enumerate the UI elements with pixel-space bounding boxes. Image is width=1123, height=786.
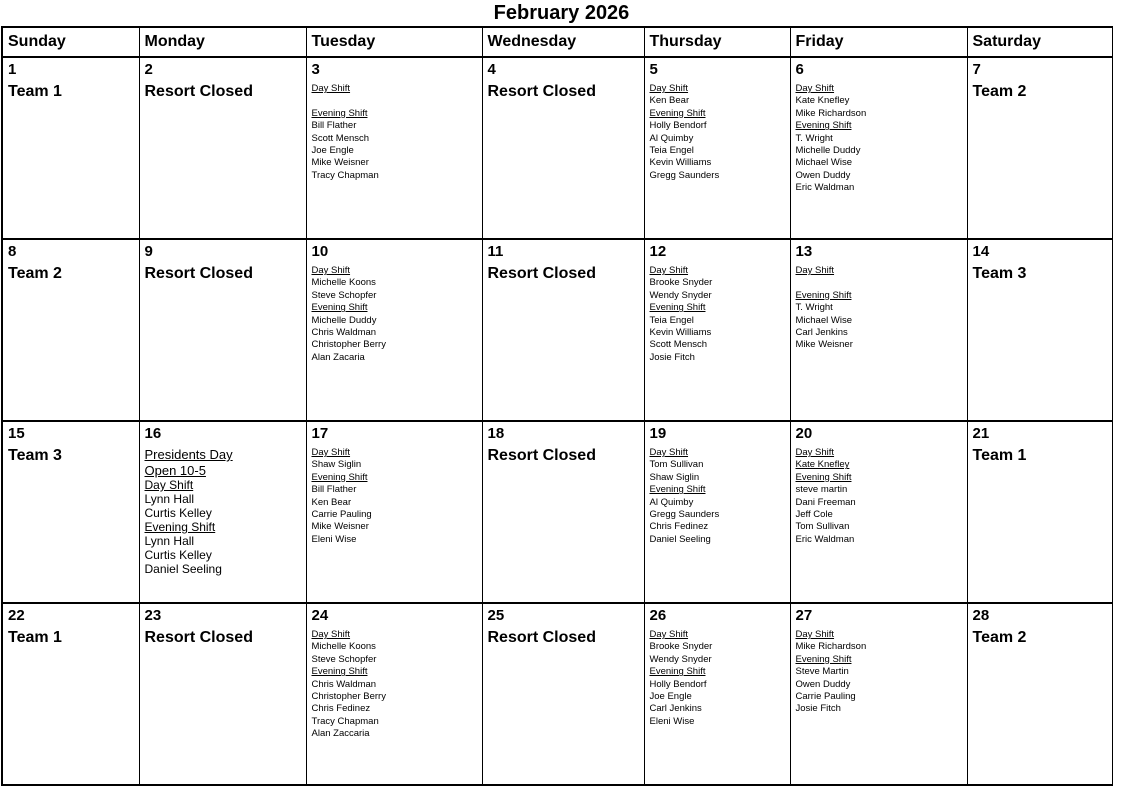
calendar-body [2, 57, 1112, 785]
day-cell[interactable] [306, 603, 482, 785]
day-cell[interactable] [967, 421, 1112, 603]
shift-staff-name: Scott Mensch [649, 339, 708, 351]
shift-block [312, 629, 478, 666]
shift-staff-name: Tracy Chapman [311, 715, 379, 727]
shift-staff-name: Teia Engel [649, 145, 694, 157]
day-cell-body [650, 79, 786, 182]
day-number: 22 [8, 607, 25, 624]
day-note: Resort Closed [144, 629, 253, 646]
day-cell[interactable] [790, 421, 967, 603]
shift-label: Day Shift [795, 265, 835, 276]
day-number: 14 [972, 243, 990, 260]
day-cell[interactable] [2, 603, 139, 785]
shift-label: Evening Shift [311, 107, 368, 119]
day-cell-body [488, 446, 640, 466]
shift-staff-name: Tom Sullivan [795, 521, 850, 533]
day-cell[interactable] [306, 421, 482, 603]
shift-staff-name: Christopher Berry [311, 339, 386, 351]
shift-staff-name: Chris Fedinez [311, 703, 371, 715]
shift-staff-name: Michelle Duddy [311, 314, 377, 326]
shift-staff-name: Gregg Saunders [649, 169, 720, 181]
day-cell-body [145, 628, 302, 648]
day-cell[interactable] [2, 421, 139, 603]
day-number: 7 [972, 61, 981, 78]
shift-staff-name: Kate Knefley [795, 459, 850, 471]
weekday-header-friday: Friday [790, 27, 967, 57]
shift-staff-name: steve martin [795, 484, 848, 496]
shift-staff-name: Tracy Chapman [311, 169, 379, 181]
shift-staff-name: Alan Zacaria [311, 351, 365, 363]
shift-label: Day Shift [311, 447, 351, 458]
shift-staff-name: Josie Fitch [649, 351, 695, 363]
day-cell-body [650, 261, 786, 364]
day-cell-body [796, 79, 963, 195]
shift-block [796, 629, 963, 654]
day-number: 21 [972, 425, 990, 442]
day-cell-body [973, 446, 1108, 466]
day-number: 9 [144, 243, 153, 260]
shift-label: Day Shift [649, 265, 689, 276]
shift-label: Evening Shift [311, 302, 368, 314]
day-cell-body [488, 82, 640, 102]
shift-staff-name: Shaw Siglin [649, 471, 700, 483]
weekday-header-thursday: Thursday [644, 27, 790, 57]
shift-empty-slot [796, 277, 963, 289]
day-cell[interactable] [790, 603, 967, 785]
day-note: Resort Closed [487, 447, 596, 464]
weekday-header-row [2, 27, 1112, 57]
shift-staff-name: Holly Bendorf [649, 678, 707, 690]
day-number: 1 [8, 61, 17, 78]
shift-block [650, 108, 786, 182]
shift-block [796, 290, 963, 352]
day-number: 11 [487, 243, 504, 260]
day-note: Team 2 [972, 83, 1027, 100]
day-cell-body [312, 261, 478, 364]
calendar-week-row [2, 603, 1112, 785]
day-cell-body [796, 625, 963, 716]
shift-empty-slot [312, 95, 478, 107]
calendar-week-row [2, 421, 1112, 603]
shift-staff-name: Joe Engle [311, 145, 354, 157]
shift-block [312, 447, 478, 472]
shift-staff-name: Steve Martin [795, 666, 849, 678]
day-cell[interactable] [644, 421, 790, 603]
day-cell[interactable] [482, 603, 644, 785]
shift-staff-name: Steve Schopfer [311, 653, 377, 665]
shift-block [312, 83, 478, 108]
shift-staff-name: Daniel Seeling [649, 533, 711, 545]
shift-block [145, 520, 302, 576]
shift-block [650, 302, 786, 364]
day-number: 3 [311, 61, 320, 78]
day-cell-body [312, 443, 478, 546]
shift-block [145, 478, 302, 520]
shift-staff-name: Mike Weisner [311, 157, 369, 169]
day-cell[interactable] [644, 603, 790, 785]
day-cell-body [312, 625, 478, 741]
day-cell-body [973, 628, 1108, 648]
shift-staff-name: Tom Sullivan [649, 459, 704, 471]
shift-label: Evening Shift [311, 666, 368, 678]
shift-staff-name: Bill Flather [311, 484, 357, 496]
shift-staff-name: Michelle Koons [311, 277, 376, 289]
day-cell-body [973, 82, 1108, 102]
day-cell[interactable] [482, 421, 644, 603]
shift-block [796, 654, 963, 716]
shift-label: Day Shift [649, 629, 689, 640]
shift-block [796, 265, 963, 290]
day-cell-body [8, 82, 135, 102]
day-note: Resort Closed [144, 265, 253, 282]
day-number: 5 [649, 61, 658, 78]
day-cell[interactable] [306, 57, 482, 239]
day-number: 17 [311, 425, 329, 442]
day-number: 6 [795, 61, 804, 78]
day-cell-body [650, 625, 786, 728]
day-cell-body [488, 264, 640, 284]
day-cell[interactable] [482, 57, 644, 239]
shift-staff-name: Bill Flather [311, 120, 357, 132]
day-number: 28 [972, 607, 990, 624]
day-cell-body [8, 264, 135, 284]
shift-block [796, 472, 963, 546]
shift-staff-name: Ken Bear [311, 496, 352, 508]
shift-staff-name: Brooke Snyder [649, 277, 713, 289]
day-cell-body [973, 264, 1108, 284]
day-cell[interactable] [139, 239, 306, 421]
shift-staff-name: Kevin Williams [649, 327, 712, 339]
shift-block [650, 447, 786, 484]
day-note: Team 1 [972, 447, 1027, 464]
shift-staff-name: Lynn Hall [144, 534, 195, 548]
shift-staff-name: Owen Duddy [795, 169, 851, 181]
shift-label: Evening Shift [795, 471, 852, 483]
shift-staff-name: Chris Fedinez [649, 521, 709, 533]
day-number: 19 [649, 425, 667, 442]
shift-label: Day Shift [649, 83, 689, 94]
shift-staff-name: Eric Waldman [795, 533, 855, 545]
day-cell[interactable] [644, 239, 790, 421]
shift-staff-name: Dani Freeman [795, 496, 856, 508]
day-cell[interactable] [482, 239, 644, 421]
shift-block [312, 472, 478, 546]
day-number: 2 [144, 61, 153, 78]
shift-staff-name: Steve Schopfer [311, 289, 377, 301]
shift-block [650, 484, 786, 546]
day-number: 16 [144, 425, 162, 442]
day-cell[interactable] [139, 421, 306, 603]
day-cell[interactable] [2, 57, 139, 239]
shift-staff-name: Chris Waldman [311, 678, 377, 690]
shift-label: Evening Shift [311, 471, 368, 483]
day-note: Team 3 [8, 447, 62, 464]
day-note: Resort Closed [487, 265, 596, 282]
shift-staff-name: Michelle Duddy [795, 145, 861, 157]
shift-label: Day Shift [795, 83, 835, 94]
shift-label: Evening Shift [649, 666, 706, 678]
day-cell-body [145, 264, 302, 284]
holiday-note: Open 10-5 [144, 462, 206, 478]
shift-staff-name: Jeff Cole [795, 509, 833, 521]
day-number: 4 [487, 61, 496, 78]
shift-staff-name: Christopher Berry [311, 691, 386, 703]
shift-label: Evening Shift [795, 653, 852, 665]
day-note: Team 1 [8, 629, 62, 646]
shift-staff-name: Kevin Williams [649, 157, 712, 169]
day-number: 20 [795, 425, 813, 442]
weekday-header-sunday: Sunday [2, 27, 139, 57]
day-cell[interactable] [2, 239, 139, 421]
day-cell-body [650, 443, 786, 546]
shift-block [650, 265, 786, 302]
shift-staff-name: Teia Engel [649, 314, 694, 326]
shift-block [312, 108, 478, 182]
shift-staff-name: Al Quimby [649, 496, 694, 508]
day-cell-body [8, 628, 135, 648]
day-cell[interactable] [644, 57, 790, 239]
shift-label: Evening Shift [649, 302, 706, 314]
holiday-note: Presidents Day [144, 447, 233, 462]
shift-staff-name: Eleni Wise [311, 533, 357, 545]
shift-block [796, 120, 963, 194]
shift-block [796, 447, 963, 472]
day-note: Resort Closed [487, 629, 596, 646]
calendar-week-row [2, 57, 1112, 239]
shift-staff-name: T. Wright [795, 302, 833, 314]
day-cell[interactable] [790, 239, 967, 421]
shift-staff-name: Carrie Pauling [311, 509, 372, 521]
shift-staff-name: Wendy Snyder [649, 289, 712, 301]
shift-label: Evening Shift [649, 484, 706, 496]
shift-staff-name: Mike Richardson [795, 107, 867, 119]
shift-staff-name: Owen Duddy [795, 678, 851, 690]
shift-label: Day Shift [795, 629, 835, 640]
shift-staff-name: Carl Jenkins [649, 703, 702, 715]
day-number: 15 [8, 425, 25, 442]
shift-staff-name: Michael Wise [795, 314, 852, 326]
shift-label: Evening Shift [144, 520, 216, 534]
day-number: 10 [311, 243, 329, 260]
shift-block [312, 265, 478, 302]
day-note: Resort Closed [487, 83, 596, 100]
day-cell-body [145, 443, 302, 576]
shift-staff-name: Wendy Snyder [649, 653, 712, 665]
shift-staff-name: Al Quimby [649, 132, 694, 144]
day-cell-body [488, 628, 640, 648]
day-cell-body [145, 82, 302, 102]
shift-block [650, 666, 786, 728]
day-cell-body [312, 79, 478, 182]
shift-label: Day Shift [311, 265, 351, 276]
shift-staff-name: Michelle Koons [311, 641, 376, 653]
day-cell-body [796, 443, 963, 546]
shift-label: Day Shift [144, 478, 194, 492]
weekday-header-saturday: Saturday [967, 27, 1112, 57]
day-number: 23 [144, 607, 162, 624]
shift-staff-name: Chris Waldman [311, 327, 377, 339]
shift-staff-name: Eleni Wise [649, 715, 695, 727]
shift-staff-name: Kate Knefley [795, 95, 850, 107]
weekday-header-wednesday: Wednesday [482, 27, 644, 57]
calendar-table [1, 26, 1113, 786]
day-cell[interactable] [139, 57, 306, 239]
shift-block [312, 666, 478, 740]
shift-block [796, 83, 963, 120]
shift-staff-name: Mike Richardson [795, 641, 867, 653]
shift-staff-name: Josie Fitch [795, 703, 841, 715]
day-number: 18 [487, 425, 505, 442]
day-number: 13 [795, 243, 813, 260]
page-title: February 2026 [493, 2, 630, 24]
shift-staff-name: Gregg Saunders [649, 509, 720, 521]
day-number: 27 [795, 607, 813, 624]
shift-staff-name: Brooke Snyder [649, 641, 713, 653]
shift-staff-name: Scott Mensch [311, 132, 370, 144]
shift-label: Day Shift [795, 447, 835, 458]
day-cell[interactable] [306, 239, 482, 421]
weekday-header-monday: Monday [139, 27, 306, 57]
day-number: 25 [487, 607, 505, 624]
shift-staff-name: T. Wright [795, 132, 833, 144]
shift-staff-name: Alan Zaccaria [311, 728, 370, 740]
day-number: 24 [311, 607, 329, 624]
day-number: 12 [649, 243, 667, 260]
shift-staff-name: Curtis Kelley [144, 506, 212, 520]
day-note: Resort Closed [144, 83, 253, 100]
shift-staff-name: Ken Bear [649, 95, 690, 107]
day-note: Team 2 [8, 265, 62, 282]
day-cell[interactable] [967, 57, 1112, 239]
day-note: Team 3 [972, 265, 1027, 282]
shift-staff-name: Holly Bendorf [649, 120, 707, 132]
day-cell-body [796, 261, 963, 352]
shift-label: Evening Shift [795, 120, 852, 132]
shift-block [312, 302, 478, 364]
day-number: 8 [8, 243, 17, 260]
shift-label: Day Shift [311, 629, 351, 640]
day-cell[interactable] [790, 57, 967, 239]
shift-staff-name: Carl Jenkins [795, 327, 848, 339]
calendar-week-row [2, 239, 1112, 421]
shift-staff-name: Curtis Kelley [144, 548, 212, 562]
shift-staff-name: Michael Wise [795, 157, 852, 169]
day-note: Team 1 [8, 83, 62, 100]
shift-staff-name: Daniel Seeling [144, 562, 222, 576]
shift-label: Day Shift [649, 447, 689, 458]
shift-block [650, 83, 786, 108]
shift-staff-name: Mike Weisner [311, 521, 369, 533]
day-cell[interactable] [967, 239, 1112, 421]
shift-staff-name: Joe Engle [649, 691, 692, 703]
shift-staff-name: Shaw Siglin [311, 459, 362, 471]
shift-staff-name: Eric Waldman [795, 182, 855, 194]
day-cell[interactable] [967, 603, 1112, 785]
day-cell[interactable] [139, 603, 306, 785]
shift-block [650, 629, 786, 666]
shift-label: Day Shift [311, 83, 351, 94]
day-number: 26 [649, 607, 667, 624]
shift-staff-name: Lynn Hall [144, 492, 195, 506]
shift-label: Evening Shift [795, 289, 852, 301]
shift-staff-name: Carrie Pauling [795, 691, 856, 703]
shift-staff-name: Mike Weisner [795, 339, 853, 351]
day-cell-body [8, 446, 135, 466]
day-note: Team 2 [972, 629, 1027, 646]
weekday-header-tuesday: Tuesday [306, 27, 482, 57]
shift-label: Evening Shift [649, 107, 706, 119]
